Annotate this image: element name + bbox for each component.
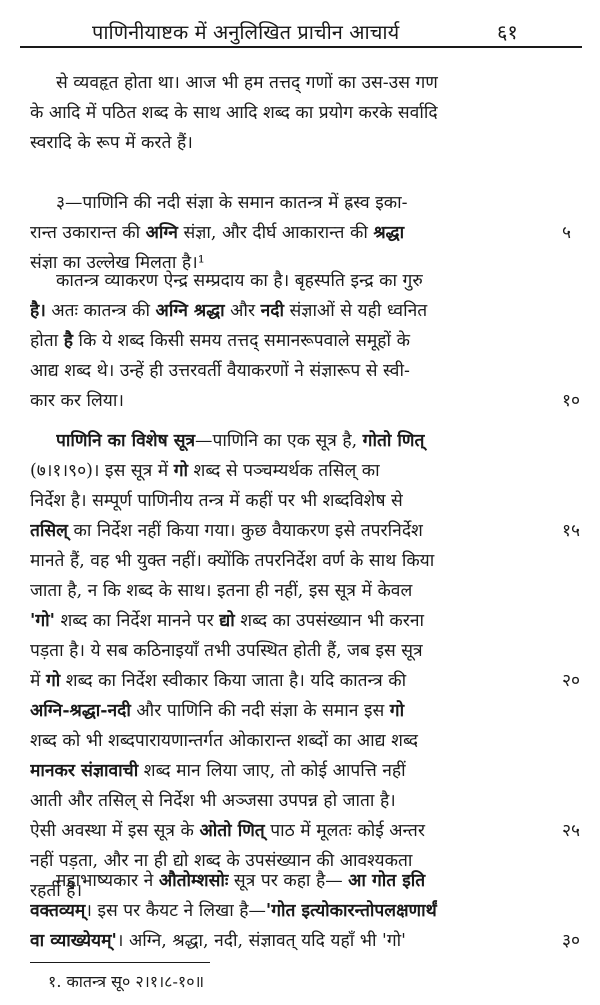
text-line: [30, 296, 558, 326]
text-segment: आद्य शब्द थे। उन्हें ही उत्तरवर्ती वैयाकरणों ने संज्ञारूप से स्वी-: [30, 361, 410, 381]
text-segment: होता: [30, 331, 64, 351]
text-segment: कातन्त्र व्याकरण ऐन्द्र सम्प्रदाय का है। बृहस्पति इन्द्र का गुरु: [56, 271, 423, 291]
bold-term: गो: [173, 461, 188, 481]
bold-term: अग्नि-श्रद्धा-नदी: [30, 701, 131, 721]
running-head-title: पाणिनीयाष्टक में अनुलिखित प्राचीन आचार्य: [92, 20, 400, 44]
text-segment: ३—पाणिनि की नदी संज्ञा के समान कातन्त्र में ह्रस्व इका-: [56, 193, 408, 213]
text-line: [30, 636, 558, 666]
bold-term: अग्नि: [145, 223, 178, 243]
text-line: [30, 456, 558, 486]
text-segment: (७।१।९०)। इस सूत्र में: [30, 461, 174, 481]
margin-line-number: १५: [562, 521, 581, 541]
text-segment: शब्द मान लिया जाए, तो कोई आपत्ति नहीं: [138, 761, 406, 781]
bold-term: वा व्याख्येयम्': [30, 931, 117, 951]
text-segment: स्वरादि के रूप में करते हैं।: [30, 133, 193, 153]
bold-term: ओतो णित्: [199, 821, 265, 841]
text-line: [30, 516, 558, 546]
text-line: [30, 576, 558, 606]
text-segment: । अग्नि, श्रद्धा, नदी, संज्ञावत् यदि यहाँ भी 'गो': [116, 931, 406, 951]
text-segment: का निर्देश नहीं किया गया। कुछ वैयाकरण इसे तपरनिर्देश: [67, 521, 423, 541]
text-segment: जाता है, न कि शब्द के साथ। इतना ही नहीं, इस सूत्र में केवल: [30, 581, 413, 601]
text-segment: आती और तसिल् से निर्देश भी अञ्जसा उपपन्न हो जाता है।: [30, 791, 396, 811]
text-segment: के आदि में पठित शब्द के साथ आदि शब्द का प्रयोग करके सर्वादि: [30, 103, 438, 123]
margin-line-number: २५: [562, 821, 581, 841]
header-rule: [20, 46, 582, 48]
bold-term: मानकर संज्ञावाची: [30, 761, 139, 781]
text-line: [30, 546, 558, 576]
page-header: [0, 0, 600, 46]
margin-line-number: ३०: [562, 931, 581, 951]
bold-term: औतोम्शसोः: [158, 871, 229, 891]
bold-term: 'गो': [30, 611, 55, 631]
text-segment: नहीं पड़ता, और ना ही द्यो शब्द के उपसंख्यान की आवश्यकता: [30, 851, 413, 871]
text-line: [56, 266, 558, 296]
bold-term: गो: [389, 701, 405, 721]
bold-term: अग्नि श्रद्धा: [155, 301, 225, 321]
bold-term: पाणिनि का विशेष सूत्र: [56, 431, 196, 451]
text-segment: पाठ में मूलतः कोई अन्तर: [264, 821, 425, 841]
text-segment: संज्ञा का उल्लेख मिलता है।¹: [30, 253, 205, 273]
margin-line-number: ५: [562, 223, 572, 243]
bold-term: नदी: [260, 301, 285, 321]
text-segment: और पाणिनि की नदी संज्ञा के समान इस: [130, 701, 390, 721]
text-line: [30, 696, 558, 726]
text-segment: अतः कातन्त्र की: [45, 301, 156, 321]
text-segment: कि ये शब्द किसी समय तत्तद् समानरूपवाले समूहों के: [72, 331, 410, 351]
text-segment: रहती है।: [30, 881, 83, 901]
bold-term: वक्तव्यम्: [30, 901, 86, 921]
text-segment: शब्द का उपसंख्यान भी करना: [234, 611, 425, 631]
text-segment: संज्ञा, और दीर्घ आकारान्त की: [177, 223, 374, 243]
footnote: १. कातन्त्र सू० २।१।८-१०॥: [48, 972, 205, 991]
text-line: [56, 68, 558, 98]
text-segment: मानते हैं, वह भी युक्त नहीं। क्योंकि तपरनिर्देश वर्ण के साथ किया: [30, 551, 435, 571]
text-line: [30, 218, 558, 248]
text-segment: में: [30, 671, 46, 691]
text-line: [30, 726, 558, 756]
text-line: [56, 426, 558, 456]
text-segment: पड़ता है। ये सब कठिनाइयाँ तभी उपस्थित होती हैं, जब इस सूत्र: [30, 641, 423, 661]
bold-term: 'गोत इत्योकारन्तोपलक्षणार्थं: [265, 901, 437, 921]
text-segment: शब्द का निर्देश स्वीकार किया जाता है। यदि कातन्त्र की: [60, 671, 407, 691]
bold-term: है।: [30, 301, 46, 321]
text-line: [56, 188, 558, 218]
text-line: [30, 98, 558, 128]
text-segment: और: [224, 301, 261, 321]
text-line: [30, 606, 558, 636]
text-line: [30, 326, 558, 356]
footnote-rule: [30, 962, 210, 963]
text-segment: । इस पर कैयट ने लिखा है—: [85, 901, 266, 921]
text-segment: से व्यवहृत होता था। आज भी हम तत्तद् गणों का उस-उस गण: [56, 73, 438, 93]
page-number: ६१: [497, 20, 518, 44]
text-line: [30, 356, 558, 386]
text-line: [30, 666, 558, 696]
text-line: [30, 128, 558, 158]
text-segment: शब्द का निर्देश मानने पर: [54, 611, 220, 631]
bold-term: गोतो णित्: [362, 431, 425, 451]
bold-term: आ गोत इति: [348, 871, 426, 891]
margin-line-number: १०: [562, 391, 581, 411]
text-line: [30, 816, 558, 846]
text-segment: रान्त उकारान्त की: [30, 223, 146, 243]
bold-term: गो: [45, 671, 61, 691]
text-segment: शब्द को भी शब्दपारायणान्तर्गत ओकारान्त शब्दों का आद्य शब्द: [30, 731, 418, 751]
text-segment: महाभाष्यकार ने: [56, 871, 159, 891]
text-segment: संज्ञाओं से यही ध्वनित: [284, 301, 428, 321]
margin-line-number: २०: [562, 671, 581, 691]
text-line: [30, 786, 558, 816]
text-segment: कार कर लिया।: [30, 391, 124, 411]
text-segment: —पाणिनि का एक सूत्र है,: [195, 431, 363, 451]
text-line: [30, 756, 558, 786]
text-line: [56, 866, 558, 896]
bold-term: तसिल्: [30, 521, 68, 541]
text-line: [30, 386, 558, 416]
bold-term: द्यो: [219, 611, 235, 631]
text-segment: सूत्र पर कहा है—: [228, 871, 349, 891]
text-segment: ऐसी अवस्था में इस सूत्र के: [30, 821, 200, 841]
bold-term: श्रद्धा: [373, 223, 405, 243]
text-segment: शब्द से पञ्चम्यर्थक तसिल् का: [187, 461, 380, 481]
text-line: [30, 926, 558, 956]
text-line: [30, 896, 558, 926]
text-segment: निर्देश है। सम्पूर्ण पाणिनीय तन्त्र में कहीं पर भी शब्दविशेष से: [30, 491, 403, 511]
bold-term: है: [63, 331, 73, 351]
text-line: [30, 486, 558, 516]
